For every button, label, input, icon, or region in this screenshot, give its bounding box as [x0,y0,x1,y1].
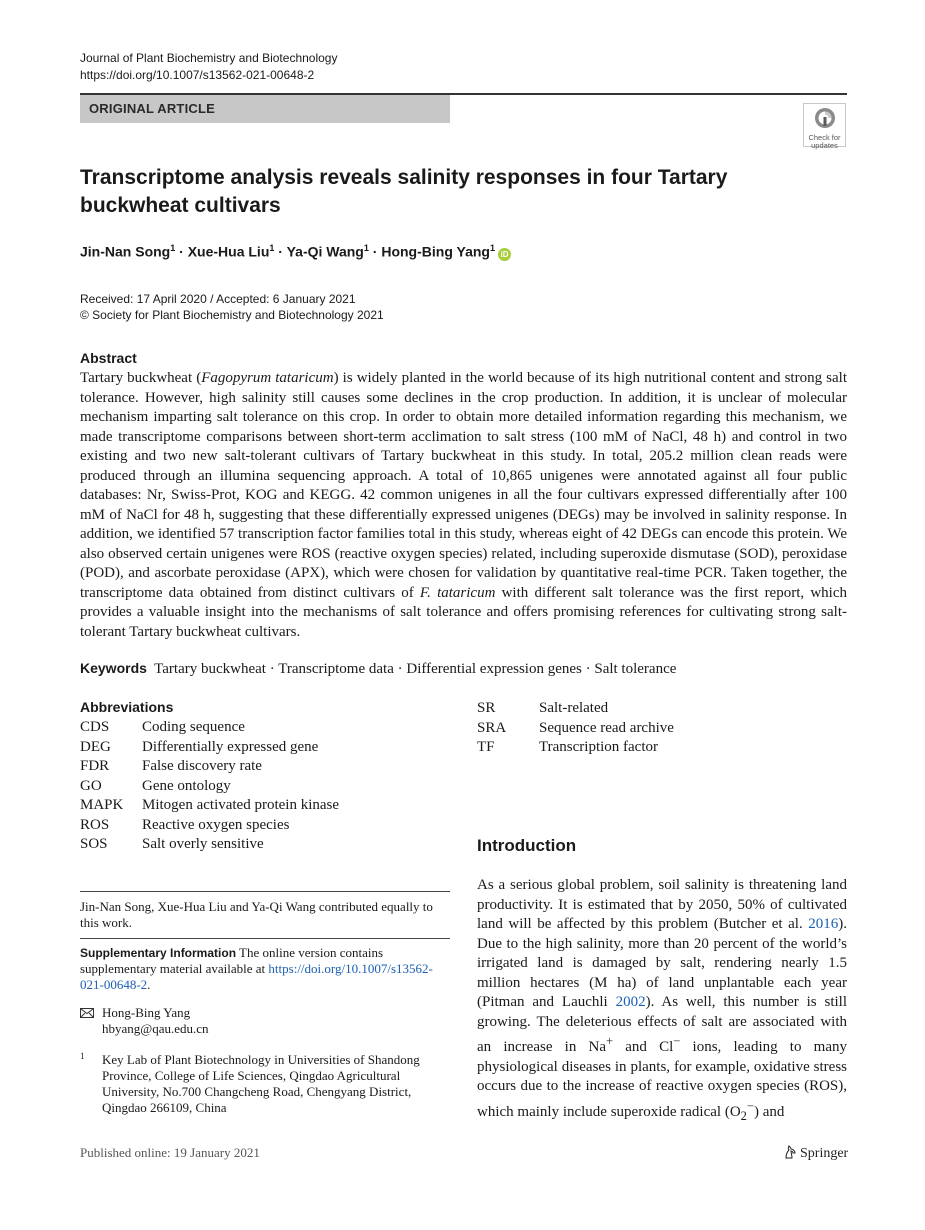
journal-name: Journal of Plant Biochemistry and Biotechnology [80,51,338,65]
abbreviation-row [80,835,440,855]
introduction-text [477,876,847,1126]
intro-part: and Cl [613,1039,674,1055]
species-name: F. tataricum [419,584,496,601]
abbreviation-definition: Gene ontology [142,777,231,794]
abbreviations-heading: Abbreviations [80,699,174,715]
author-name[interactable]: Ya-Qi Wang [286,243,364,260]
abbreviation-code: ROS [80,816,110,833]
supp-info-end: . [147,977,151,992]
affiliation [80,1052,450,1116]
abbreviation-row [477,719,837,739]
envelope-icon [80,1008,94,1018]
abbreviation-row [80,796,440,816]
abbreviation-row [80,777,440,797]
abbreviation-definition: Coding sequence [142,719,245,735]
intro-part: ) and [753,1103,785,1120]
keywords [80,660,847,678]
abbreviation-code: TF [477,739,495,755]
footnote-divider [80,938,450,939]
keywords-list: Tartary buckwheat · Transcriptome data · Differential expression genes · Salt tolerance [154,661,677,677]
author-affiliation-mark: 1 [363,243,369,253]
author-list [80,243,511,261]
article-type-label: ORIGINAL ARTICLE [89,101,215,116]
abbreviation-definition: Sequence read archive [539,719,674,736]
footnote-divider [80,891,450,892]
introduction-heading: Introduction [477,836,577,855]
abbreviation-code: CDS [80,719,110,735]
check-updates-line1: Check for [808,133,841,142]
charge-superscript: − [746,1098,754,1113]
abstract-part: Tartary buckwheat ( [80,370,202,386]
intro-part: ). Due to the high salinity, more than 20 percent of the world’s irrigated land is damaged by salt, rendering nearly 1.5 million hectares (M ha) of land unplantable each year (Pitman and Lauchli [477,916,847,1010]
abstract-part: with different salt tolerance was the first report, which provides a valuable insight into the mechanisms of salt tolerance and offers promising references for cultivating strong salt-tolerant Tartary buckwheat cultivars. [80,584,847,640]
abbreviation-row [80,718,440,738]
abbreviation-definition: Salt overly sensitive [142,836,264,852]
abstract-part: ) is widely planted in the world because of its high nutritional content and strong salt tolerance. However, high salinity still causes some declines in the crop production. In addition, it is unclear of molecular mechanism imparting salt tolerance on this crop. In order to obtain more detailed information regarding this mechanism, we made transcriptome comparisons between short-term acclimation to salt stress (100 mM of NaCl, 48 h) and control in two existing and two new salt-tolerant cultivars of Tartary buckwheat in this study. In total, 205.2 million clean reads were produced through an illumina sequencing approach. A total of 10,865 unigenes were annotated against all four public databases: Nr, Swiss-Prot, KOG and KEGG. 42 common unigenes in all the four cultivars expressed differentially after 100 mM of NaCl for 48 h, suggesting that these differentially expressed unigenes (DEGs) may be involved in salinity response. In addition, we identified 57 transcription factor families total in this study, whereas eight of 42 DEGs can encode this protein. We also observed certain unigenes were ROS (reactive oxygen species) related, including superoxide dismutase (SOD), peroxidase (POD), and ascorbate peroxidase (APX), which were chosen for validation by quantitative real-time PCR. Taken together, the transcriptome data obtained from distinct cultivars of [80,370,847,601]
abstract-text [80,369,847,642]
charge-superscript: − [673,1034,681,1048]
abbreviation-row [80,816,440,836]
check-updates-line2: updates [811,141,838,150]
author-name[interactable]: Xue-Hua Liu [187,243,270,260]
contact-name: Hong-Bing Yang [102,1005,191,1020]
supplementary-info [80,945,450,993]
journal-doi-link[interactable]: https://doi.org/10.1007/s13562-021-00648-2 [80,68,315,82]
intro-part: As a serious global problem, soil salinity is threatening land productivity. It is estimated that by 2050, 50% of cultivated land will be affected by this problem (Butcher et al. [477,877,847,932]
abbreviation-code: SR [477,700,496,716]
author-affiliation-mark: 1 [170,243,176,253]
abbreviation-definition: Reactive oxygen species [142,816,290,833]
abbreviation-row [477,699,837,719]
abbreviation-code: GO [80,777,102,794]
orcid-icon[interactable]: iD [498,248,511,261]
abbreviation-definition: Differentially expressed gene [142,738,319,755]
abbreviation-row [477,738,837,758]
abbreviation-row [80,757,440,777]
abbreviation-code: DEG [80,738,111,755]
abbreviation-code: FDR [80,758,110,774]
abbreviation-row [80,738,440,758]
check-for-updates-badge[interactable] [803,103,846,150]
published-online-date: Published online: 19 January 2021 [80,1145,260,1160]
citation-link[interactable]: 2002 [615,994,646,1010]
check-updates-icon [814,107,836,129]
supp-info-label: Supplementary Information [80,946,237,960]
contact-email[interactable]: hbyang@qau.edu.cn [102,1021,209,1036]
abbreviation-code: MAPK [80,797,124,813]
citation-link[interactable]: 2016 [808,916,839,932]
abbreviation-definition: False discovery rate [142,758,262,774]
supplementary-link[interactable]: https://doi.org/10.1007/s13562-021-00648-2 [80,961,433,992]
equal-contribution-note: Jin-Nan Song, Xue-Hua Liu and Ya-Qi Wang contributed equally to this work. [80,899,433,930]
journal-header [80,50,337,84]
abstract-heading: Abstract [80,350,137,366]
affiliation-text: Key Lab of Plant Biotechnology in Universities of Shandong Province, College of Life Sciences, Qingdao Agricultural University, No.700 Changcheng Road, Chengyang District, Qingdao 266109, China [102,1052,420,1115]
author-separator: · [368,243,382,260]
received-accepted: Received: 17 April 2020 / Accepted: 6 January 2021 [80,292,356,306]
abbreviation-code: SOS [80,836,108,852]
publisher-name: Springer [800,1146,849,1161]
keywords-label: Keywords [80,660,147,676]
charge-superscript: + [606,1034,614,1048]
abbreviation-definition: Transcription factor [539,739,659,755]
subscript: 2 [740,1108,747,1123]
author-separator: · [175,243,188,260]
author-name[interactable]: Hong-Bing Yang [381,243,490,260]
abbreviation-definition: Salt-related [539,700,609,716]
article-title: Transcriptome analysis reveals salinity responses in four Tartary buckwheat cultivars [80,166,728,217]
springer-horse-icon [783,1145,797,1159]
author-separator: · [274,243,287,260]
supp-info-text: The online version contains supplementary material available at [80,945,384,976]
abbreviation-code: SRA [477,719,507,736]
copyright-line: © Society for Plant Biochemistry and Biotechnology 2021 [80,308,384,322]
corresponding-author [80,1005,450,1037]
author-affiliation-mark: 1 [269,243,275,253]
intro-part: ions, leading to many physiological diseases in plants, for example, oxidative stress occurs due to the increase of reactive oxygen species (ROS), which mainly include superoxide radical (O [477,1039,847,1120]
author-affiliation-mark: 1 [489,243,495,253]
abbreviation-definition: Mitogen activated protein kinase [142,797,340,813]
intro-part: ). As well, this number is still growing. The deleterious effects of salt are associated with an increase in Na [477,994,848,1055]
article-type-bar [80,95,450,123]
article-dates [80,291,384,323]
species-name: Fagopyrum tataricum [201,370,334,386]
author-name[interactable]: Jin-Nan Song [80,243,171,260]
publisher-logo [783,1145,848,1162]
affiliation-number: 1 [80,1051,85,1061]
